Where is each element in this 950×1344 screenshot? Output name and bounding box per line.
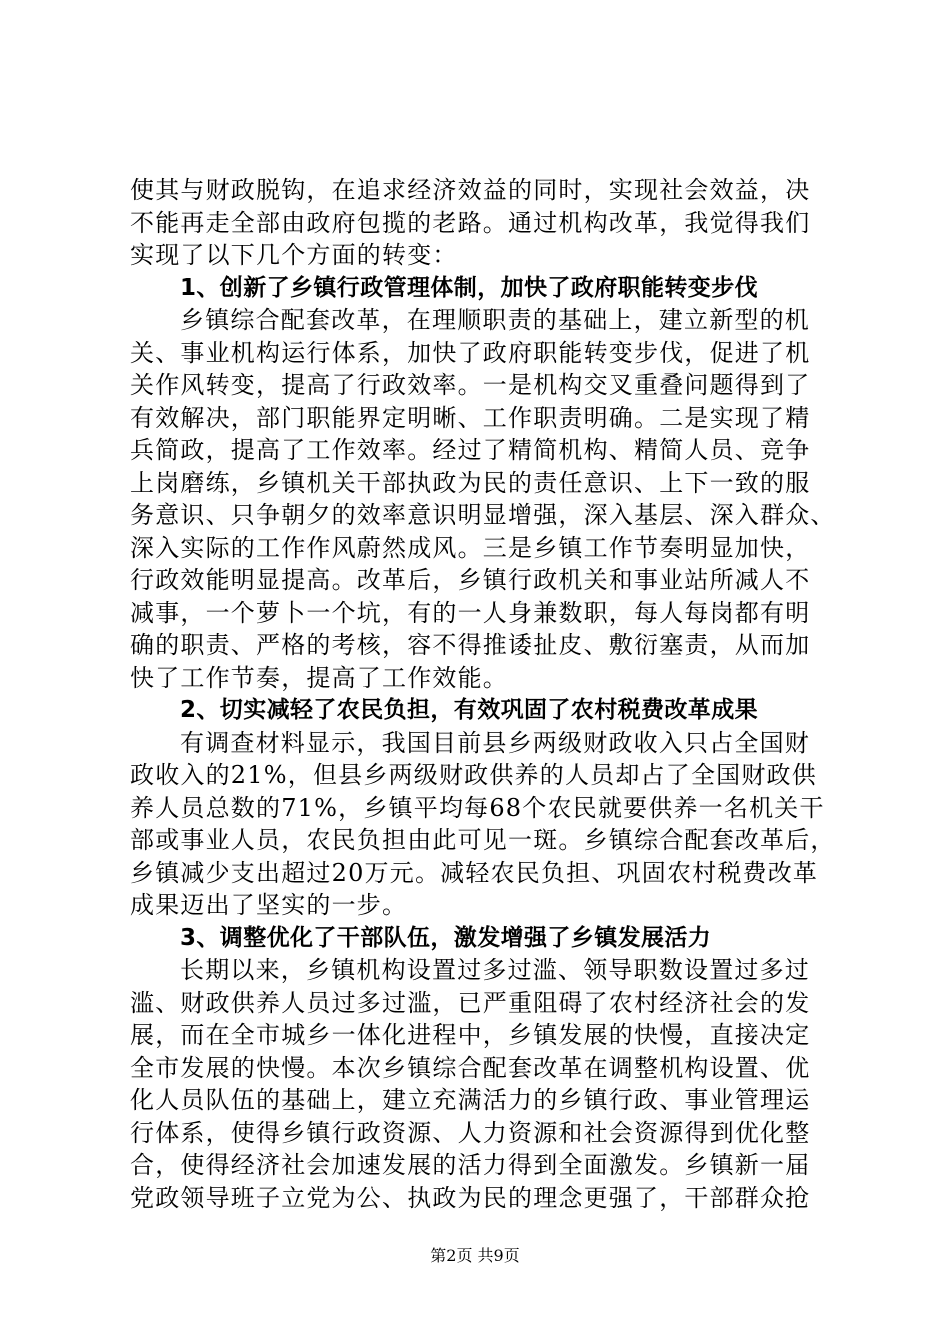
text-line: 兵简政，提高了工作效率。经过了精简机构、精简人员、竞争 [130, 436, 811, 464]
text-line: 政收入的21%，但县乡两级财政供养的人员却占了全国财政供 [130, 761, 817, 789]
text-line: 行体系，使得乡镇行政资源、人力资源和社会资源得到优化整 [130, 1118, 811, 1147]
text-line: 行政效能明显提高。改革后，乡镇行政机关和事业站所减人不 [130, 566, 811, 594]
text-line: 关、事业机构运行体系，加快了政府职能转变步伐，促进了机 [130, 338, 811, 367]
text-line: 减事，一个萝卜一个坑，有的一人身兼数职，每人每岗都有明 [130, 598, 811, 627]
document-body [130, 174, 836, 1214]
text-line: 上岗磨练，乡镇机关干部执政为民的责任意识、上下一致的服 [130, 468, 811, 497]
section-heading: 3、调整优化了干部队伍，激发增强了乡镇发展活力 [180, 924, 712, 951]
text-line: 全市发展的快慢。本次乡镇综合配套改革在调整机构设置、优 [130, 1053, 811, 1082]
page-footer: 第2页 共9页 [430, 1246, 520, 1265]
text-line: 乡镇综合配套改革，在理顺职责的基础上，建立新型的机 [180, 306, 810, 334]
text-line: 务意识、只争朝夕的效率意识明显增强，深入基层、深入群众、 [130, 501, 836, 529]
text-line: 部或事业人员，农民负担由此可见一斑。乡镇综合配套改革后， [130, 826, 836, 854]
text-line: 成果迈出了坚实的一步。 [130, 891, 408, 919]
text-line: 不能再走全部由政府包揽的老路。通过机构改革，我觉得我们 [130, 208, 811, 237]
text-line: 使其与财政脱钩，在追求经济效益的同时，实现社会效益，决 [130, 176, 811, 204]
text-line: 化人员队伍的基础上，建立充满活力的乡镇行政、事业管理运 [130, 1086, 811, 1114]
text-line: 快了工作节奏，提高了工作效能。 [130, 663, 508, 692]
section-heading: 2、切实减轻了农民负担，有效巩固了农村税费改革成果 [180, 697, 759, 723]
text-line: 滥、财政供养人员过多过滥，已严重阻碍了农村经济社会的发 [130, 988, 811, 1017]
text-line: 长期以来，乡镇机构设置过多过滥、领导职数设置过多过 [180, 956, 810, 984]
text-line: 党政领导班子立党为公、执政为民的理念更强了，干部群众抢 [130, 1183, 811, 1212]
text-line: 确的职责、严格的考核，容不得推诿扯皮、敷衍塞责，从而加 [130, 631, 811, 659]
section-heading: 1、创新了乡镇行政管理体制，加快了政府职能转变步伐 [180, 274, 759, 301]
text-line: 合，使得经济社会加速发展的活力得到全面激发。乡镇新一届 [130, 1151, 811, 1179]
text-line: 深入实际的工作作风蔚然成风。三是乡镇工作节奏明显加快， [130, 533, 811, 562]
text-line: 实现了以下几个方面的转变： [130, 241, 458, 269]
text-line: 关作风转变，提高了行政效率。一是机构交叉重叠问题得到了 [130, 371, 811, 399]
text-line: 养人员总数的71%，乡镇平均每68个农民就要供养一名机关干 [130, 793, 825, 822]
text-line: 展，而在全市城乡一体化进程中，乡镇发展的快慢，直接决定 [130, 1021, 811, 1049]
text-line: 有效解决，部门职能界定明晰、工作职责明确。二是实现了精 [130, 403, 811, 432]
text-line: 有调查材料显示，我国目前县乡两级财政收入只占全国财 [180, 728, 810, 757]
text-line: 乡镇减少支出超过20万元。减轻农民负担、巩固农村税费改革 [130, 858, 819, 887]
